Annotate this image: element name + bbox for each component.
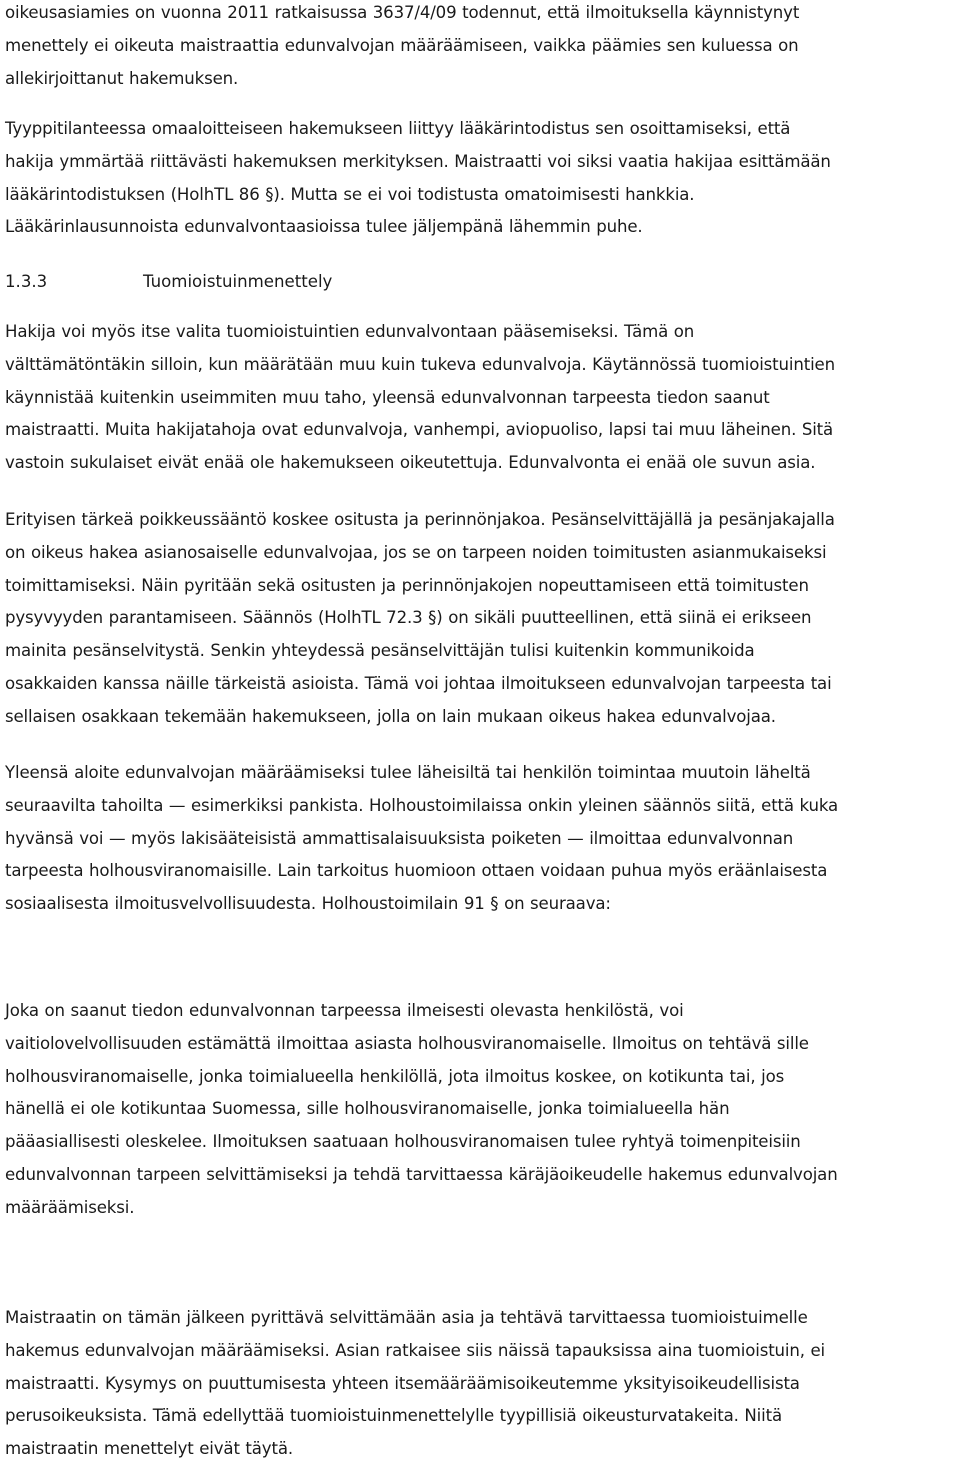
text-line: menettely ei oikeuta maistraattia edunvalvojan määräämiseen, vaikka päämies sen kuluessa on [5,35,799,55]
text-line: määräämiseksi. [5,1197,135,1217]
text-line: pääasiallisesti oleskelee. Ilmoituksen saatuaan holhousviranomaisen tulee ryhtyä toimenpiteisiin [5,1132,801,1152]
text-line: maistraatti. Muita hakijatahoja ovat edunvalvoja, vanhempi, aviopuoliso, lapsi tai muu läheinen. Sitä [5,420,834,440]
text-line: Erityisen tärkeä poikkeussääntö koskee ositusta ja perinnönjakoa. Pesänselvittäjällä ja pesänjakajalla [5,510,835,529]
paragraph-7 [5,1302,955,1466]
section-heading [5,266,332,299]
text-line: Maistraatin on tämän jälkeen pyrittävä selvittämään asia ja tehtävä tarvittaessa tuomioistuimelle [5,1308,808,1327]
text-line: pysyvyyden parantamiseen. Säännös (HolhTL 72.3 §) on sikäli puutteellinen, että siinä ei erikseen [5,608,812,628]
text-line: lääkärintodistuksen (HolhTL 86 §). Mutta se ei voi todistusta omatoimisesti hankkia. [5,184,695,204]
text-line: toimittamiseksi. Näin pyritään sekä ositusten ja perinnönjakojen nopeuttamiseen että toimitusten [5,575,809,595]
text-line: vastoin sukulaiset eivät enää ole hakemukseen oikeutettuja. Edunvalvonta ei enää ole suvun asia. [5,453,816,473]
text-line: hakemus edunvalvojan määräämiseksi. Asian ratkaisee siis näissä tapauksissa aina tuomioistuin, ei [5,1340,826,1360]
paragraph-2 [5,113,955,244]
text-line: osakkaiden kanssa näille tärkeistä asioista. Tämä voi johtaa ilmoitukseen edunvalvojan tarpeesta tai [5,673,832,693]
paragraph-3 [5,316,955,480]
text-line: mainita pesänselvitystä. Senkin yhteydessä pesänselvittäjän tulisi kuitenkin kommunikoida [5,641,755,661]
text-line: sosiaalisesta ilmoitusvelvollisuudesta. Holhoustoimilain 91 § on seuraava: [5,894,611,914]
text-line: käynnistää kuitenkin useimmiten muu taho, yleensä edunvalvonnan tarpeesta tiedon saanut [5,387,770,407]
text-line: hyvänsä voi — myös lakisääteisistä ammattisalaisuuksista poiketen — ilmoittaa edunvalvonnan [5,828,794,848]
text-line: Lääkärinlausunnoista edunvalvontaasioissa tulee jäljempänä lähemmin puhe. [5,217,643,237]
text-line: Hakija voi myös itse valita tuomioistuintien edunvalvontaan pääsemiseksi. Tämä on [5,322,695,341]
text-line: maistraatin menettelyt eivät täytä. [5,1439,293,1459]
text-line: Tyyppitilanteessa omaaloitteiseen hakemukseen liittyy lääkärintodistus sen osoittamiseksi, että [5,119,791,138]
text-line: hakija ymmärtää riittävästi hakemuksen merkityksen. Maistraatti voi siksi vaatia hakijaa esittämään [5,151,831,171]
text-line: tarpeesta holhousviranomaisille. Lain tarkoitus huomioon ottaen voidaan puhua myös eräänlaisesta [5,861,828,881]
text-line: hänellä ei ole kotikuntaa Suomessa, sille holhousviranomaiselle, jonka toimialueella hän [5,1099,730,1119]
paragraph-6 [5,995,955,1225]
text-line: seuraavilta tahoilta — esimerkiksi pankista. Holhoustoimilaissa onkin yleinen säännös siitä, että kuka [5,795,839,815]
text-line: Yleensä aloite edunvalvojan määräämiseksi tulee läheisiltä tai henkilön toimintaa muutoin läheltä [5,763,811,782]
text-line: sellaisen osakkaan tekemään hakemukseen, jolla on lain mukaan oikeus hakea edunvalvojaa. [5,706,776,726]
text-line: edunvalvonnan tarpeen selvittämiseksi ja tehdä tarvittaessa käräjäoikeudelle hakemus edunvalvojan [5,1164,838,1184]
text-line: allekirjoittanut hakemuksen. [5,68,239,88]
text-line: holhousviranomaiselle, jonka toimialueella henkilöllä, jota ilmoitus koskee, on kotikunta tai, jos [5,1066,785,1086]
text-line: välttämätöntäkin silloin, kun määrätään muu kuin tukeva edunvalvoja. Käytännössä tuomioistuintien [5,354,835,374]
text-line: perusoikeuksista. Tämä edellyttää tuomioistuinmenettelylle tyypillisiä oikeusturvatakeita. Niitä [5,1406,782,1426]
section-title: Tuomioistuinmenettely [143,272,333,291]
section-number: 1.3.3 [5,272,48,291]
text-line: maistraatti. Kysymys on puuttumisesta yhteen itsemääräämisoikeutemme yksityisoikeudellisista [5,1373,800,1393]
paragraph-1 [5,0,955,95]
text-line: on oikeus hakea asianosaiselle edunvalvojaa, jos se on tarpeen noiden toimitusten asianmukaiseksi [5,542,827,562]
paragraph-5 [5,757,955,921]
text-line: vaitiolovelvollisuuden estämättä ilmoittaa asiasta holhousviranomaiselle. Ilmoitus on tehtävä sille [5,1033,809,1053]
text-line: oikeusasiamies on vuonna 2011 ratkaisussa 3637/4/09 todennut, että ilmoituksella käynnistynyt [5,3,800,22]
paragraph-4 [5,504,955,734]
text-line: Joka on saanut tiedon edunvalvonnan tarpeessa ilmeisesti olevasta henkilöstä, voi [5,1001,684,1020]
